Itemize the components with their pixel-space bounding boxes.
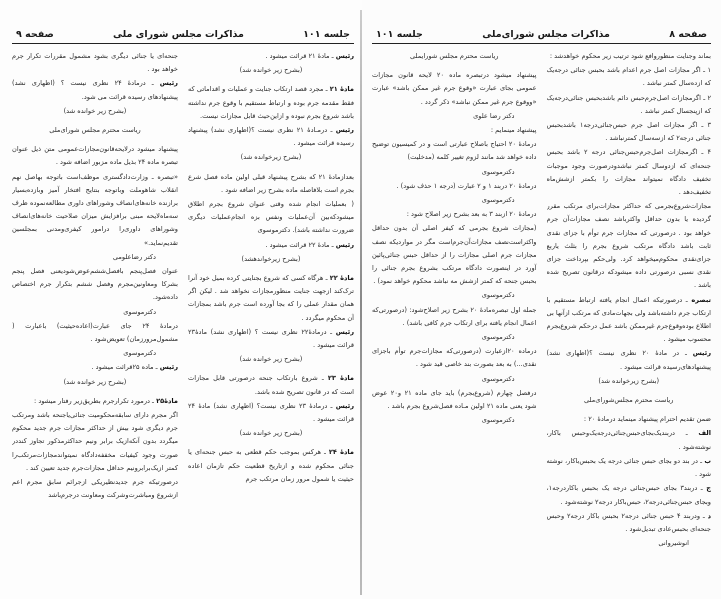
left-page-column-right: [188, 50, 354, 595]
paragraph-text: ضمن تقدیم احترام پیشنهاد مینماید درمادهٔ ۲۰ :: [583, 415, 711, 424]
speaker-paragraph: [188, 239, 354, 252]
article-label: مادهٔ ۲۲: [329, 274, 354, 283]
paragraph-text: اگر مجرم دارای سابقه‌محکومیت جنائی‌یاجنحه باشد ومرتکب جرم دیگری شود بیش از حداکثر مجازات جرم جدید محکوم میگردد بدون آنکه‌ازیک برابر ونیم حداکثرمذکور تجاوز کنددر صورت وجود کیفیات مخففه‌دادگاه نمیتواندمجازات‌مرتکب‌را کمتر ازیک‌برابرونیم حداقل مجازات‌جرم جدید تعیین کند .: [12, 411, 178, 472]
speaker-label: رئیس: [335, 327, 354, 336]
caption-line: [188, 427, 354, 440]
paragraph-text: ـ هرگاه کسی که شروع بجنایتی کرده بمیل خود آنرا ترک‌کند ازجهت جنایت منظورمجازات نخواهد شد . لیکن اگر همان مقدار عملی را که بجا آورده است جرم باشد بمجازات آن محکوم میگردد .: [188, 274, 354, 322]
paragraph: [547, 413, 712, 426]
article-label: د: [707, 511, 711, 520]
paragraph: [372, 180, 537, 193]
left-page-number: صفحه ۹: [16, 29, 54, 40]
article-label: مادهٔ ۲۱: [329, 85, 354, 94]
paragraph-text: بعدازمادهٔ ۲۱ که بشرح پیشنهاد قبلی اولین ماده فصل شرع بجرم است بلافاصله ماده بشرح زیر اضافه شود .: [188, 172, 354, 194]
article-paragraph: [188, 272, 354, 325]
speaker-label: رئیس: [159, 79, 178, 88]
paragraph-text: ۱ ـ اگر مجازات اصل جرم اعدام باشد بحبس جنائی درجه‌یک که ازده‌سال کمتر نباشد .: [546, 66, 711, 88]
left-page-column-left: [12, 50, 178, 595]
speaker-paragraph: [547, 347, 712, 373]
paragraph-text: ـ مادهٔ ۲۲ قرائت میشود .: [265, 240, 336, 249]
paragraph: [547, 200, 712, 292]
paragraph-text: دکترموسوی: [481, 167, 515, 176]
paragraph: [12, 171, 178, 250]
article-paragraph: [188, 372, 354, 398]
paragraph-text: دکترموسوی: [481, 374, 515, 383]
signature: [12, 347, 178, 360]
paragraph: [547, 64, 712, 90]
paragraph: [12, 143, 178, 169]
signature: [372, 166, 537, 179]
right-page-title: مذاکرات مجلس شورای‌ملی: [482, 29, 610, 40]
left-page-header: [12, 28, 354, 44]
paragraph: [372, 69, 537, 109]
paragraph-text: (بشرح زیرخواندهشد): [241, 254, 301, 263]
caption-line: [188, 151, 354, 164]
caption-line: [547, 394, 712, 407]
paragraph-text: ـ درمادهٔ ۲۴ نظری نیست ؟ (اظهاری نشد) پیشنهادهای رسیده قرائت می شود.: [12, 79, 178, 101]
paragraph: [547, 92, 712, 118]
article-paragraph: [547, 427, 712, 453]
signature: [372, 414, 537, 427]
paragraph-text: ریاست محترم مجلس شورایملی: [410, 52, 499, 60]
paragraph-text: ـ هرکس بموجب حکم قطعی به حبس جنحه‌ای یا جنائی محکوم شده و ازتاریخ قطعیت حکم تازمان اعاده حیثیت یا شمول مرور زمان مرتکب جرم: [188, 448, 354, 483]
caption-line: [12, 105, 178, 118]
paragraph-text: «تبصره ـ وزارت‌دادگستری موظف‌است باتوجه بهاصل نهم انقلاب شاهوملت وباتوجه بنتایج افتخار آمیز وبازده‌بسیار برازنده خانه‌های‌انصاف وشوراهای داوری مطالعه‌نموده ظرف سه‌ماه‌لایحه مبنی برافزایش میزان صلاحیت خانه‌های‌انصاف وشوراهای داوری‌را درامور کیفری‌ومدنی بمجلسین تقدیم‌نماید.»: [12, 172, 178, 247]
paragraph-text: دکترموسوی: [481, 196, 515, 205]
article-label: الف: [698, 429, 711, 438]
paragraph-text: دکترموسوی: [481, 333, 515, 342]
paragraph-text: دکتر رضا علوی: [473, 111, 515, 120]
paragraph-text: ـ درمادهٔ۲۲ نظری نیست ؟ (اظهاری نشد) مادهٔ۲۳ قرائت میشود .: [188, 327, 354, 350]
paragraph-text: (بشرح زیر خوانده شد): [239, 355, 303, 364]
left-page-columns: [12, 50, 354, 595]
article-label: مادهٔ ۲۳: [327, 374, 354, 383]
paragraph-text: ـ ودربند ۴ حبس جنائی درجه۲ بحبس باکار درجه۲ وحبس جنحه‌ای بحبس‌عادی تبدیل‌شود .: [546, 511, 711, 533]
paragraph: [372, 208, 537, 221]
paragraph-text: دکترموسوی: [481, 291, 515, 300]
paragraph-text: ـ درمـادهٔ ۲۱ نظری نیست ؟(اظهاری نشد) پیشنهاد رسیده قرائت میشود .: [188, 126, 354, 148]
speaker-paragraph: [188, 124, 354, 150]
paragraph-text: دکترموسوی: [481, 416, 515, 425]
paragraph-text: جنحه‌ای یا جنائی دیگری بشود مشمول مقررات تکرار جرم خواهد بود .: [12, 52, 178, 74]
right-page-column-left: [372, 50, 537, 595]
caption-line: [12, 376, 178, 389]
speaker-paragraph: [188, 326, 354, 352]
speaker-paragraph: [188, 50, 354, 63]
paragraph: [12, 320, 178, 346]
speaker-label: رئیس: [335, 52, 354, 60]
paragraph-text: ـ در مادهٔ ۲۰ نظری نیست ؟(اظهاری نشد) پیشنهادهای‌رسیده قرائت میشود .: [546, 349, 711, 371]
paragraph: [372, 222, 537, 288]
caption-line: [547, 375, 712, 388]
paragraph-text: ـ دربند‌یک‌بجای‌حبس‌جنائی‌درجه‌یک‌وحبس باکار، نوشته‌شود .: [546, 429, 711, 451]
signature: [547, 537, 712, 550]
signature: [372, 110, 537, 123]
paragraph-text: درفصل چهارم (شروع‌بجرم) باید جای ماده ۲۱ و۲۰ عوض شود یعنی ماده ۲۱ اولین مـاده فصل‌شروع بجرم باشد .: [372, 388, 537, 411]
article-label: تبصره: [691, 295, 711, 304]
article-paragraph: [188, 83, 354, 123]
paragraph-text: (بشرح زیر خوانده شد): [63, 106, 127, 115]
paragraph-text: پیشنهاد مینمایم :: [490, 126, 537, 135]
paragraph-text: بماند وجنایت منظوروافع شود ترتیب زیر محکوم خواهدشد :: [549, 52, 711, 60]
left-session-number: جلسه ۱۰۱: [303, 29, 350, 40]
paragraph: [12, 50, 178, 76]
right-page-header: [372, 28, 711, 44]
article-label: مادهٔ۲۵: [156, 396, 178, 405]
paragraph-text: عنوان فصل‌پنجم بافصل‌ششم‌عوض‌شود‌یعنی فصل پنجم بشرکا ومعاونین‌مجرم‌ وفصل ششم بتکرار جرم اختصاص داده‌شود.: [12, 267, 178, 302]
paragraph-text: درمادهٔ ۲۰ ازبند ۳ به بعد بشرح زیر اصلاح شود :: [406, 210, 537, 219]
paragraph-text: ـ درمادهٔ ۲۳ نظری نیست؟ (اظهاری نشد) مادهٔ ۲۴ قرائت میشود .: [188, 401, 354, 424]
paragraph-text: ـ ماده ۲۵قرائت میشود .: [91, 363, 160, 372]
signature: [372, 331, 537, 344]
paragraph-text: درصورتیکه جرم جدیدنظیریکی ازجرائم سابق مجرم اعم ازشروع ومباشرت‌وشرکت ومعاونت درجرم‌باشد: [12, 478, 178, 500]
article-paragraph: [547, 294, 712, 347]
paragraph-text: درمادهٔ ۲۰ احتیاج باصلاح عبارتی است و در کمیسیون توضیح داده خواهد شد مانند لزوم تغییر کلمه (مدخلیت): [372, 140, 537, 162]
speaker-label: رئیس: [159, 363, 178, 372]
signature: [372, 373, 537, 386]
paragraph-text: دکترموسوی: [123, 307, 156, 316]
paragraph-text: انوشیروانی: [658, 539, 689, 548]
book-gutter-divider: [360, 10, 362, 595]
speaker-label: رئیس: [335, 401, 354, 410]
paragraph-text: (بشرح زیر خوانده شد): [239, 66, 303, 75]
speaker-label: رئیس: [335, 126, 354, 135]
paragraph-text: ـ در بند دو بجای حبس جنائی درجه یک بحبس‌باکار، نوشته شود .: [546, 456, 711, 479]
right-page-number: صفحه ۸: [669, 29, 707, 40]
paragraph-text: ( بعملیات انجام شده وقتی عنوان شروع بجرم اطلاق میشودکه‌بین آن‌عملیات ونفس بزه انجام‌عملیات دیگری ضرورت نداشته باشد). دکترموسوی: [188, 200, 354, 235]
article-label: مادهٔ ۲۴: [328, 448, 354, 457]
paragraph-text: پیشنهاد میشود درلایحه‌قانون‌مجازات‌عمومی متن ذیل عنوان تبصره ماده ۲۴ بذیل ماده مزبور اضافه شود .: [12, 145, 178, 167]
paragraph: [12, 265, 178, 305]
paragraph-text: ریاست محترم مجلس‌شورای‌ملی: [584, 396, 674, 405]
paragraph: [547, 50, 712, 63]
paragraph: [547, 119, 712, 145]
right-page-column-right: [547, 50, 712, 595]
right-page-columns: [372, 50, 711, 595]
speaker-label: رئیس: [335, 240, 354, 249]
paragraph-text: ـ دربند۳ بجای حبس‌جنائی درجه یک بحبس باکاردرجه۱، وبجای حبس‌جنائی‌درجه۲، حبس‌باکار درجه۲ نوشته‌شود .: [546, 484, 711, 506]
paragraph-text: ۴ ـ اگرمجازات اصل‌جرم‌حبس‌جنائی درجه ۲ باشد بحبس جنحه‌ای که ازدوسال کمتر نباشدودرصورت وجود موجبات تخفیف دادگاه نمیتواند مجازات را بکمتر ازشش‌ماه تخفیف‌دهد .: [546, 148, 711, 197]
paragraph-text: درماده ۲۰ازعبارت (درصورتی‌که مجازات‌جرم توأم باجزای نقدی...) به بعد بصورت بند خاصی قید شود .: [372, 347, 537, 369]
paragraph-text: دکترموسوی: [123, 349, 156, 358]
signature: [12, 306, 178, 319]
paragraph-text: پیشنهاد میشود درتبصره ماده ۲۰ لایحه قانون مجازات عمومی بجای عبارت «وقوع جرم غیر ممکن باشد» عبارت «ووقوع جرم غیر ممکن نباشد» ذکر گردد .: [372, 71, 537, 106]
paragraph-text: دکتر رضاعلومی: [112, 252, 156, 261]
speaker-paragraph: [188, 400, 354, 426]
paragraph-text: (بشرح زیر خوانده شد): [63, 377, 127, 386]
paragraph-text: ۳ ـ اگر مجازات اصل جرم حبس‌جنائی‌درجه۱ باشدبحبس جنائی درجه۲ که ازسه‌سال کمترنباشد .: [546, 121, 711, 143]
paragraph: [188, 198, 354, 238]
article-paragraph: [547, 510, 712, 536]
caption-line: [188, 353, 354, 366]
paragraph: [372, 304, 537, 330]
paragraph-text: (بشرح زیر خوانده شد): [239, 429, 303, 438]
caption-line: [188, 64, 354, 77]
article-label: ب: [704, 456, 711, 465]
article-paragraph: [547, 482, 712, 508]
article-paragraph: [12, 395, 178, 408]
caption-line: [12, 124, 178, 137]
paragraph: [188, 171, 354, 197]
paragraph-text: (مجازات شروع بجرمی که کیفر اصلی آن بدون حداقل واکثراست‌نصف مجازات‌آن‌جرم‌است مگر در مواردیکه نصف مجازات جرم اصلی مجازات را از حداقل حبس جنائی‌پائین آورد در اینصورت دادگاه مرتکب بشروع بجرم جنائی را بحبس جنحه که کمتر ازشش مه نباشد محکوم خواهد نمود) .: [372, 224, 537, 286]
left-page-title: مذاکرات مجلس شورای ملی: [112, 29, 244, 40]
paragraph: [372, 345, 537, 371]
paragraph-text: (بشرح زیرخوانده شد): [240, 153, 302, 162]
paragraph-text: ـ درصورتیکه اعمال انجام یافته ارتباط مستقیم با ارتکاب جرم داشته‌باشد ولی بجهات‌مادی که مرتکب ازآنها بی اطلاع بوده‌وقوع‌جرم غیرممکن باشد عمل درحکم شروع‌بجرم محسوب میشود .: [546, 295, 711, 344]
speaker-paragraph: [12, 361, 178, 374]
article-label: ج: [706, 484, 711, 493]
caption-line: [372, 50, 537, 63]
article-paragraph: [547, 455, 712, 481]
paragraph-text: ـ درمورد تکرارجرم بطریق‌زیر رفتار میشود :: [34, 396, 157, 405]
paragraph: [547, 146, 712, 199]
paragraph-text: ۲ ـ اگرمجازات اصل‌جرم‌حبس دائم باشدبحبس جنائی‌درجه‌یک که ازپنجسال کمتر نباشد .: [546, 93, 711, 115]
paragraph: [372, 387, 537, 413]
signature: [372, 194, 537, 207]
paragraph: [372, 124, 537, 137]
paragraph: [12, 409, 178, 475]
paragraph-text: ـ مادهٔ ۲۱ قرائت میشود .: [265, 52, 336, 60]
paragraph: [372, 138, 537, 164]
speaker-label: رئیس: [692, 349, 711, 358]
paragraph-text: مجازات‌شروع‌بجرمی که حداکثر مجازات‌برای مرتکب مقرر گردیده یا بدون حداقل واکثرباشد نصف مجازات‌آن جرم خواهد بود . درصورتی که مجازات جرم توأم با جزای نقدی ثابت باشد دادگاه مرتکب شروع بجرم را بثلث یاربع جزای‌نقدی محکوم‌میخواهد کرد. ولی‌حکم بپرداخت جزای نقدی نسبی درصورتی داده میشودکه درقانون تصریح شده باشد .: [546, 202, 711, 290]
signature: [12, 251, 178, 264]
speaker-paragraph: [12, 77, 178, 103]
paragraph-text: (بشرح زیرخوانده شد): [598, 376, 660, 385]
paragraph-text: درمادهٔ ۲۴ جای عبارت(اعاده‌حیثیت) باعبارت ( مشمول‌مرورزمان) تعویض‌شود .: [12, 321, 178, 344]
right-session-number: جلسه ۱۰۱: [376, 29, 423, 40]
article-paragraph: [188, 446, 354, 486]
paragraph-text: درمادهٔ ۲۰ دربند ۱ و ۲ عبارت (درجه ۱ حذف شود) .: [396, 181, 537, 190]
caption-line: [188, 253, 354, 266]
paragraph-text: ـ شروع بارتکاب جنحه درصورتی قابل مجازات است که در قانون تصریح شده باشد.: [188, 374, 354, 396]
right-page: [362, 0, 721, 599]
paragraph-text: ـ مجرد قصد ارتکاب جنایت و عملیات و اقداماتی که فقط مقدمه جرم بوده و ارتباط مستقیم با وقوع جرم نداشته باشد شروع بجرم نبوده و ازاین‌حیث قابل مجازات نیست.: [188, 85, 354, 120]
paragraph-text: جمله اول تبصره‌مادهٔ ۲۰ بشرح زیر اصلاح‌شود: (درصورتی‌که اعمال انجام یافته برای ارتکاب جرم کافی باشد) .: [372, 305, 537, 327]
paragraph-text: ریاست محترم مجلس شورای‌ملی: [49, 126, 141, 135]
signature: [372, 289, 537, 302]
paragraph: [12, 476, 178, 502]
